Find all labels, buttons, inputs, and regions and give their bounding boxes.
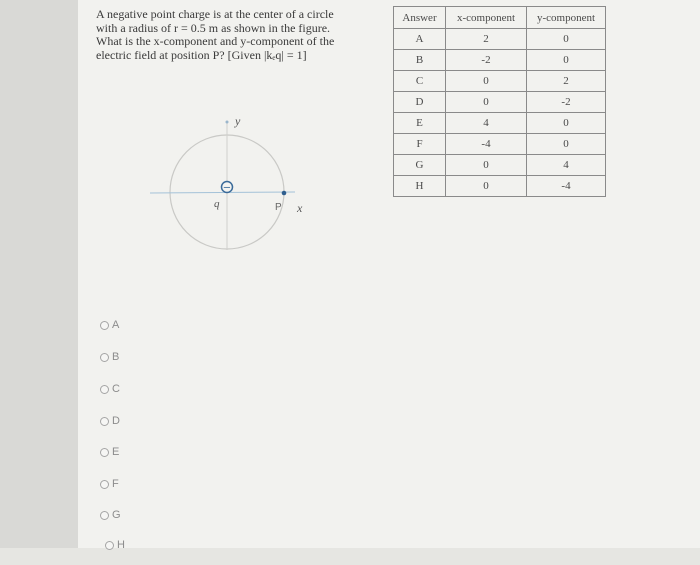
option-label: D	[112, 415, 120, 427]
answer-cell: D	[394, 92, 446, 113]
y-cell: -4	[527, 176, 606, 197]
question-page	[78, 0, 700, 565]
table-row	[394, 92, 606, 113]
charge-sign: −	[222, 182, 232, 194]
answer-table	[393, 6, 606, 197]
x-cell: 0	[446, 71, 527, 92]
radio-circle-icon[interactable]	[100, 448, 109, 457]
radio-circle-icon[interactable]	[100, 321, 109, 330]
answer-cell: E	[394, 113, 446, 134]
x-cell: -4	[446, 134, 527, 155]
option-label: E	[112, 446, 120, 458]
radio-circle-icon[interactable]	[100, 353, 109, 362]
table-row	[394, 113, 606, 134]
y-cell: 0	[527, 134, 606, 155]
question-line: electric field at position P? [Given |kₑq| = 1]	[96, 47, 307, 62]
y-cell: -2	[527, 92, 606, 113]
radio-circle-icon[interactable]	[100, 417, 109, 426]
option-c[interactable]	[100, 382, 120, 396]
option-f[interactable]	[100, 477, 119, 491]
option-label: F	[112, 478, 119, 490]
option-g[interactable]	[100, 508, 121, 522]
option-label: C	[112, 383, 120, 395]
table-row	[394, 134, 606, 155]
x-cell: 0	[446, 176, 527, 197]
question-line: with a radius of r = 0.5 m as shown in the figure.	[96, 20, 331, 35]
header-x-component: x-component	[446, 7, 527, 29]
answer-cell: G	[394, 155, 446, 176]
question-text	[96, 8, 368, 62]
option-label: G	[112, 509, 121, 521]
x-cell: -2	[446, 50, 527, 71]
y-axis-tip	[226, 121, 229, 124]
charge-label: q	[214, 198, 220, 210]
header-answer: Answer	[394, 7, 446, 29]
table-row	[394, 176, 606, 197]
option-a[interactable]	[100, 318, 119, 332]
radio-circle-icon[interactable]	[100, 511, 109, 520]
y-axis-label: y	[235, 114, 241, 128]
option-label: B	[112, 351, 120, 363]
question-line: What is the x-component and y-component of the	[96, 34, 335, 48]
x-cell: 0	[446, 155, 527, 176]
y-cell: 0	[527, 50, 606, 71]
option-h[interactable]	[105, 538, 125, 552]
x-cell: 4	[446, 113, 527, 134]
y-cell: 2	[527, 71, 606, 92]
charge-circle-figure	[140, 100, 320, 270]
point-p-label: P	[275, 202, 282, 213]
answer-cell: B	[394, 50, 446, 71]
answer-cell: F	[394, 134, 446, 155]
table-row	[394, 71, 606, 92]
y-cell: 4	[527, 155, 606, 176]
header-y-component: y-component	[527, 7, 606, 29]
radio-circle-icon[interactable]	[100, 385, 109, 394]
table-row	[394, 155, 606, 176]
radio-circle-icon[interactable]	[100, 480, 109, 489]
point-p-marker	[282, 191, 287, 196]
x-axis-label: x	[297, 201, 303, 215]
option-label: H	[117, 539, 125, 551]
table-row	[394, 50, 606, 71]
option-label: A	[112, 319, 120, 331]
y-cell: 0	[527, 29, 606, 50]
x-cell: 2	[446, 29, 527, 50]
option-b[interactable]	[100, 350, 119, 364]
radio-circle-icon[interactable]	[105, 541, 114, 550]
option-d[interactable]	[100, 414, 120, 428]
x-cell: 0	[446, 92, 527, 113]
answer-cell: C	[394, 71, 446, 92]
table-header-row	[394, 7, 606, 29]
option-e[interactable]	[100, 445, 119, 459]
y-cell: 0	[527, 113, 606, 134]
answer-cell: A	[394, 29, 446, 50]
table-row	[394, 29, 606, 50]
answer-cell: H	[394, 176, 446, 197]
question-line: A negative point charge is at the center of a circle	[96, 7, 334, 21]
